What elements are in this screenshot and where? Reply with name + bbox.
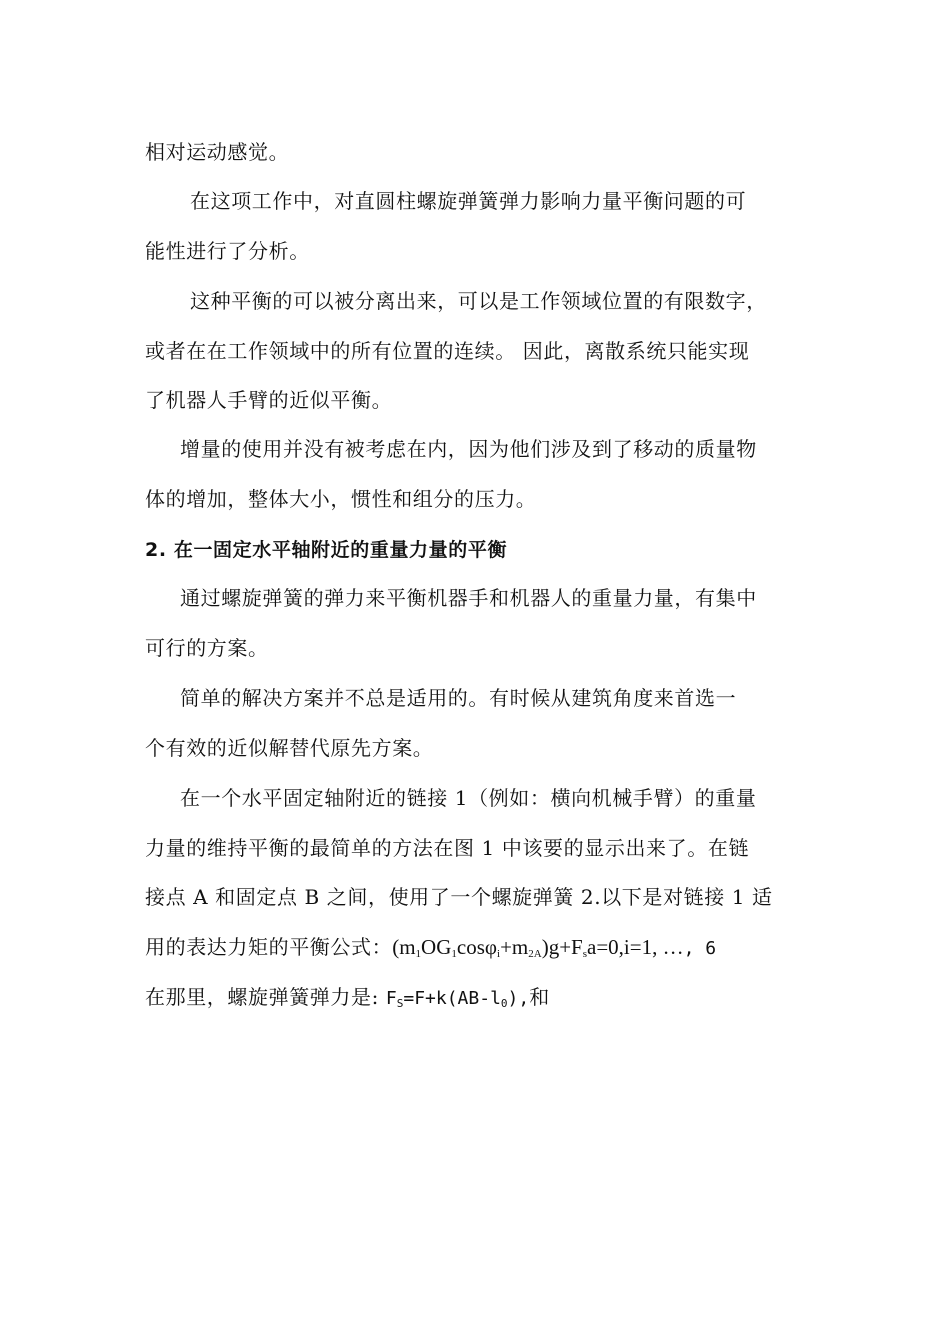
paragraph-line: 相对运动感觉。 [145,140,290,164]
paragraph-line: 或者在在工作领域中的所有位置的连续。 因此，离散系统只能实现 [145,339,750,363]
paragraph-line: 在一个水平固定轴附近的链接 1（例如：横向机械手臂）的重量 [180,786,757,810]
paragraph-line: 能性进行了分析。 [145,239,310,263]
paragraph-line: 在这项工作中，对直圆柱螺旋弹簧弹力影响力量平衡问题的可 [190,189,747,213]
spring-force-prefix: 在那里，螺旋弹簧弹力是: [145,985,386,1009]
spring-force-formula: $F_S=F+k(AB-l_0)$, [385,988,530,1010]
paragraph-line: 通过螺旋弹簧的弹力来平衡机器手和机器人的重量力量，有集中 [180,586,757,610]
spring-force-line [145,985,550,1011]
formula-prefix: 用的表达力矩的平衡公式： [145,935,393,959]
paragraph-line: 力量的维持平衡的最简单的方法在图 1 中该要的显示出来了。在链 [145,836,750,860]
paragraph-line: 体的增加，整体大小，惯性和组分的压力。 [145,487,537,511]
formula-line [145,935,716,961]
paragraph-line: 接点 A 和固定点 B 之间，使用了一个螺旋弹簧 2.以下是对链接 1 适 [145,885,773,909]
spring-force-suffix: 和 [529,985,550,1009]
section-heading: 2. 在一固定水平轴附近的重量力量的平衡 [145,539,508,561]
balance-formula: $(m_1OG_1\cos\varphi_i+m_{2A})g+F_sa=0,i=1$, …, 6 [392,935,717,960]
paragraph-line: 这种平衡的可以被分离出来，可以是工作领域位置的有限数字， [190,289,767,313]
paragraph-line: 简单的解决方案并不总是适用的。有时候从建筑角度来首选一 [180,686,737,710]
paragraph-line: 可行的方案。 [145,636,269,660]
paragraph-line: 个有效的近似解替代原先方案。 [145,736,434,760]
paragraph-line: 增量的使用并没有被考虑在内，因为他们涉及到了移动的质量物 [180,437,757,461]
paragraph-line: 了机器人手臂的近似平衡。 [145,388,393,412]
